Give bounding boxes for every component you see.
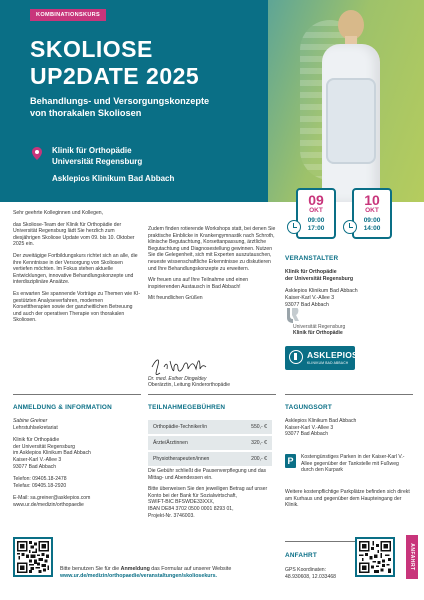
asklepios-logo-name: ASKLEPIOS (307, 350, 358, 360)
clock-icon (287, 220, 301, 234)
fee-label: Ärzte/Ärztinnen (153, 440, 188, 446)
title-line-1: SKOLIOSE (30, 36, 153, 62)
divider (13, 394, 141, 395)
asklepios-logo (285, 346, 358, 370)
website-link[interactable]: www.ur.de/medizin/orthopaedie (13, 501, 84, 508)
course-subtitle (30, 95, 260, 119)
date-end-time: 17:00 (307, 225, 325, 232)
date-day: 10 (364, 192, 380, 208)
directions-tab (406, 535, 418, 579)
registration-address-line-1: Klinik für Orthopädie (13, 437, 60, 444)
fee-row (148, 452, 272, 466)
directions-tab-label: ANFAHRT (409, 543, 415, 571)
fee-row (148, 420, 272, 434)
qr-code-icon (17, 541, 49, 573)
note-prefix: Bitte benutzen Sie für die (60, 566, 121, 572)
subtitle-line-2: von thorakalen Skoliosen (30, 108, 142, 118)
date-day: 09 (308, 192, 324, 208)
registration-note (60, 566, 280, 580)
asklepios-logo-subtitle: KLINIKUM BAD ABBACH (307, 361, 349, 365)
organizer-address-line-2: Kaiser-Karl V.-Allee 3 (285, 295, 335, 302)
course-type-badge: KOMBINATIONSKURS (30, 9, 106, 21)
registration-phone-fax (13, 476, 133, 489)
fees-bic: SWIFT-BIC BFSWDE33XXX, (148, 499, 215, 506)
location-line-2: Universität Regensburg (52, 156, 143, 166)
note-suffix: das Formular auf unserer Website (149, 566, 232, 572)
subtitle-line-1: Behandlungs- und Versorgungskonzepte (30, 96, 210, 106)
organizer-address-line-1: Asklepios Klinikum Bad Abbach (285, 288, 358, 295)
venue-address-line-2: Kaiser-Karl V.-Allee 3 (285, 424, 334, 431)
fee-price: 550,- € (251, 424, 267, 430)
letter-greeting: Sehr geehrte Kolleginnen und Kollegen, (13, 210, 104, 216)
location-line-1: Klinik für Orthopädie (52, 146, 132, 155)
registration-heading: ANMELDUNG & INFORMATION (13, 404, 112, 411)
divider (285, 394, 413, 395)
gps-coordinates: 48.930608, 12.033468 (285, 573, 336, 580)
fee-price: 200,- € (251, 456, 267, 462)
date-end-time: 14:00 (363, 225, 381, 232)
date-card-day-1 (296, 188, 336, 239)
registration-address-line-2: der Universität Regensburg (13, 443, 76, 450)
registration-address-line-3: im Asklepios Klinikum Bad Abbach (13, 450, 91, 457)
clock-icon (343, 220, 357, 234)
fee-price: 320,- € (251, 440, 267, 446)
registration-qr-code[interactable] (13, 537, 53, 577)
organizer-name (285, 269, 410, 283)
university-logo-mark (285, 308, 299, 324)
directions-qr-code[interactable] (355, 537, 395, 577)
organizer-heading: VERANSTALTER (285, 255, 339, 262)
fees-table (148, 420, 272, 468)
directions-heading: ANFAHRT (285, 552, 317, 559)
letter-paragraph-3: Es erwarten Sie spannende Vorträge zu Themen wie KI-gestützten Analyseverfahren, modernen Korsetttherapien sowie der ganzheitlichen Betreuung und auch der operativen Therapie von thorakalen Skoliosen. (13, 290, 141, 324)
organizer-address (285, 288, 410, 308)
venue-address (285, 418, 413, 438)
letter-column-2 (148, 226, 276, 307)
letter-paragraph-2: Der zweitägige Fortbildungskurs richtet sich an alle, die ihre Kenntnisse in der Versorgung von Skoliosen vertiefen möchten. Im Fokus stehen aktuelle Entwicklungen, innovative Behandlungskonzepte und interdisziplinäre Ansätze. (13, 252, 138, 286)
contact-name: Sabine Greiner (13, 418, 48, 424)
registration-address (13, 437, 133, 470)
location-block (52, 146, 142, 167)
registration-url[interactable]: www.ur.de/medizin/orthopaedie/veranstaltungen/skoliosekurs. (60, 572, 217, 579)
letter-paragraph-5: Wir freuen uns auf Ihre Teilnahme und einen inspirierenden Austausch in Bad Abbach! (148, 277, 249, 290)
letter-paragraph-1: das Skoliose-Team der Klinik für Orthopädie der Universität Regensburg lädt Sie herzlich zum diesjährigen Skoliose Update vom 09. bis 10. Oktober 2025 ein. (13, 221, 135, 248)
university-logo-line-2: Klinik für Orthopädie (293, 330, 343, 336)
university-logo-line-1: Universität Regensburg (293, 324, 346, 330)
gps-label: GPS Koordinaten: (285, 567, 327, 573)
parking-more-info: Weitere kostenpflichtige Parkplätze befinden sich direkt am Kurhaus und gegenüber dem Haupteingang der Klinik. (285, 489, 410, 509)
university-logo-text (293, 324, 345, 336)
contact-role: Lehrstuhlsekretariat (13, 424, 58, 431)
divider (148, 394, 276, 395)
fee-label: Physiotherapeuten/innen (153, 456, 210, 462)
fees-iban: IBAN DE84 3702 0500 0001 8293 01, (148, 505, 234, 512)
fees-bank-details (148, 486, 276, 519)
date-month: OKT (365, 207, 379, 214)
signer-name: Dr. med. Esther Dingeldey (148, 376, 207, 382)
patient-with-brace-image (316, 8, 386, 202)
venue-heading: TAGUNGSORT (285, 404, 332, 411)
qr-code-icon (359, 541, 391, 573)
course-title (30, 36, 199, 90)
fees-project-number: Projekt-Nr. 3746003. (148, 512, 195, 519)
fees-notes (148, 468, 276, 524)
date-start-time: 09:00 (363, 217, 381, 224)
organizer-section (285, 256, 410, 309)
hero-banner (0, 0, 424, 202)
registration-section (13, 418, 133, 515)
letter-paragraph-4: Zudem finden rotierende Workshops statt, bei denen Sie praktische Einblicke in Krankengymnastik nach Schroth, klinische Begutachtung, Korsettanpassung, ärztliche Begutachtung und Diagnosestellung gewinnen. Nutzen Sie die Gelegenheit, sich mit Experten auszutauschen, neueste wissenschaftliche Erkenntnisse zu diskutieren und Ihre Behandlungskonzepte zu erweitern. (148, 226, 276, 272)
registration-address-line-4: Kaiser-Karl V.-Allee 3 (13, 456, 62, 463)
registration-address-line-5: 93077 Bad Abbach (13, 463, 57, 470)
organizer-line-1: Klinik für Orthopädie (285, 268, 337, 275)
fee-row (148, 436, 272, 450)
letter-closing: Mit freundlichen Grüßen (148, 295, 203, 302)
signer-block (148, 376, 230, 389)
parking-icon: P (285, 454, 296, 468)
location-pin-icon (32, 147, 42, 160)
phone-number: Telefon: 09405.18-2478 (13, 476, 67, 483)
organizer-address-line-3: 93077 Bad Abbach (285, 301, 329, 308)
fees-heading: TEILNAHMEGEBÜHREN (148, 404, 226, 411)
fax-number: Telefax: 09405.18-2920 (13, 482, 67, 489)
location-line-3: Asklepios Klinikum Bad Abbach (52, 174, 175, 183)
date-card-day-2 (352, 188, 392, 239)
venue-address-line-1: Asklepios Klinikum Bad Abbach (285, 418, 357, 424)
organizer-line-2: der Universität Regensburg (285, 275, 354, 282)
fees-note-transfer: Bitte überweisen Sie den jeweiligen Betrag auf unser Konto bei der Bank für Sozialwirtschaft, (148, 486, 268, 499)
university-regensburg-logo (285, 308, 415, 338)
scoliosis-brace (326, 78, 376, 164)
fee-label: Orthopädie-Techniker/in (153, 424, 208, 430)
venue-address-line-3: 93077 Bad Abbach (285, 431, 329, 438)
registration-online (13, 495, 133, 508)
title-line-2: UP2DATE 2025 (30, 63, 200, 89)
date-month: OKT (309, 207, 323, 214)
parking-info: Kostengünstiges Parken in der Kaiser-Karl V.-Allee gegenüber der Tankstelle mit Fußweg durch den Kurpark (301, 454, 405, 474)
note-bold: Anmeldung (120, 566, 150, 572)
date-start-time: 09:00 (307, 217, 325, 224)
fees-note-meals: Die Gebühr schließt die Pausenverpflegung und das Mittag- und Abendessen ein. (148, 468, 267, 481)
letter-column-1 (13, 210, 141, 329)
signer-role: Oberärztin, Leitung Kinderorthopädie (148, 382, 230, 389)
asklepios-logo-mark (289, 350, 303, 364)
email-address[interactable]: E-Mail: sa.greiner@asklepios.com (13, 495, 91, 502)
registration-contact (13, 418, 133, 431)
